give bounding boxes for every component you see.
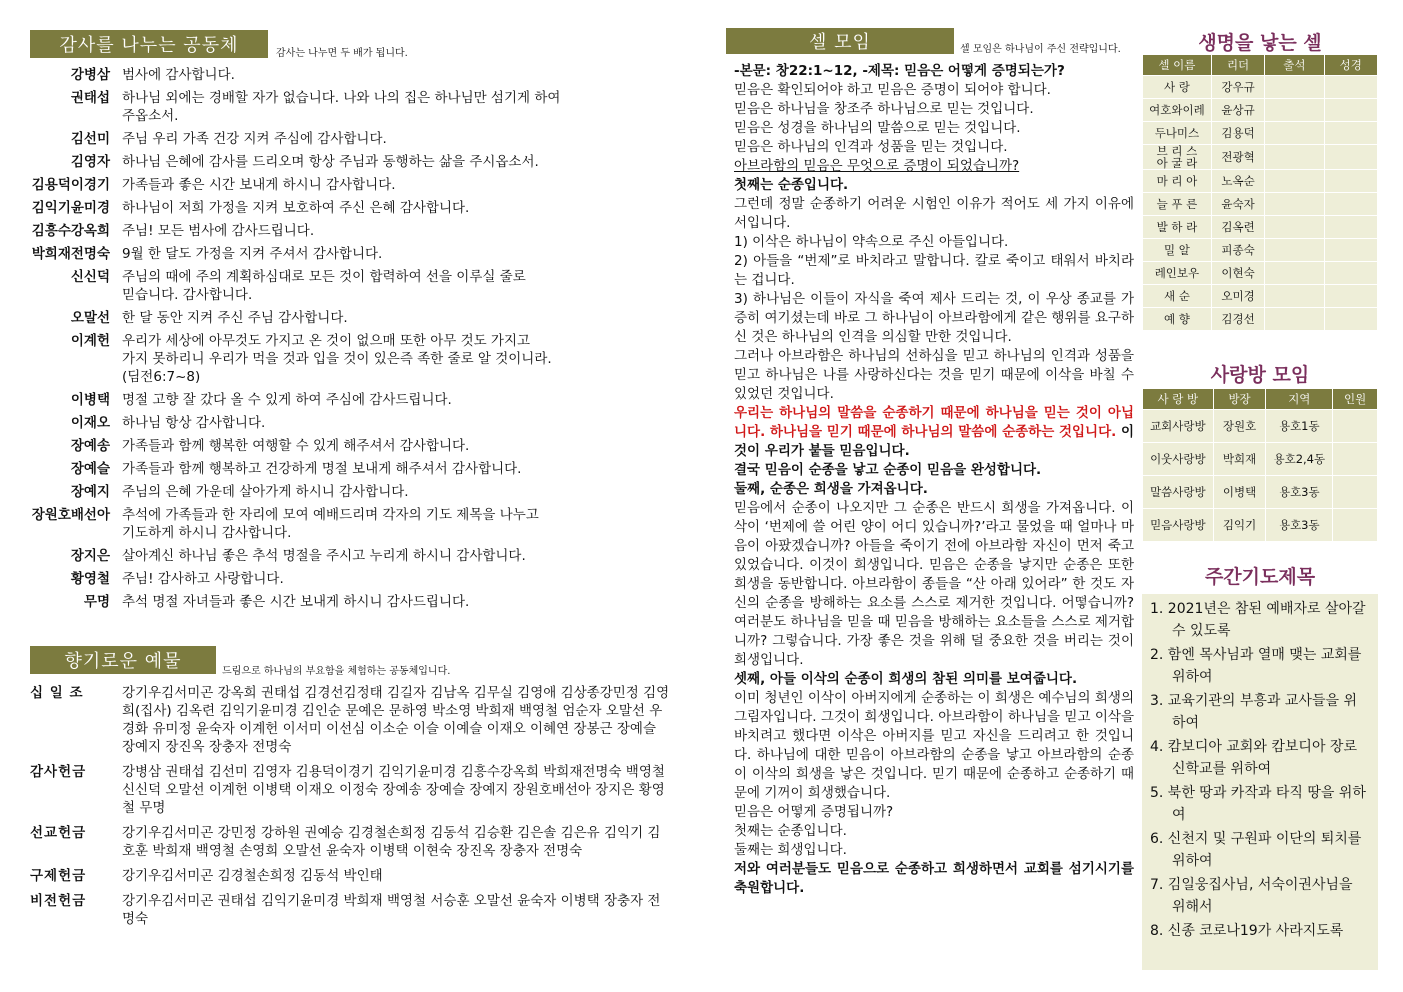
thanks-row: [28, 483, 668, 501]
thanks-row: [28, 547, 668, 565]
sermon-para: 첫째는 순종입니다.: [734, 823, 847, 839]
cells-cell: [1265, 216, 1324, 239]
sermon-point: 셋째, 아들 이삭의 순종이 희생의 참된 의미를 보여줍니다.: [734, 671, 1078, 687]
offering-label: 감사헌금: [30, 764, 87, 780]
prayer-item: 3. 교육기관의 부흥과 교사들을 위하여: [1150, 693, 1357, 731]
cells-cell: [1265, 285, 1324, 308]
thanks-name: 장예지: [70, 484, 110, 500]
thanks-name: 이계헌: [70, 333, 110, 349]
sermon-para: 믿음은 확인되어야 하고 믿음은 증명이 되어야 합니다.: [734, 82, 1051, 98]
sermon-para: 3) 하나님은 이들이 자식을 죽여 제사 드리는 것, 이 우상 종교를 가증히 여기셨는데 바로 그 하나님이 아브라함에게 같은 행위를 요구하신 것은 하나님의 인격을 의심할 만한 것입니다.: [734, 291, 1134, 345]
rooms-cell: 김익기: [1213, 509, 1266, 542]
cells-header: 성경: [1324, 55, 1377, 76]
thanks-row: [28, 414, 668, 432]
prayer-item: 1. 2021년은 참된 예배자로 살아갈 수 있도록: [1150, 601, 1366, 639]
prayer-list: [1142, 594, 1378, 970]
cells-row: [1143, 239, 1378, 262]
thanks-name: 이재오: [70, 415, 110, 431]
thanks-text: 주님! 모든 범사에 감사드립니다.: [122, 223, 315, 239]
prayer-item: 2. 함엔 목사님과 열매 맺는 교회를 위하여: [1150, 647, 1362, 685]
cells-cell: 여호와이레: [1143, 99, 1212, 122]
thanks-text: 명절 고향 잘 갔다 올 수 있게 하여 주심에 감사드립니다.: [122, 392, 452, 408]
cells-cell: 전광혁: [1211, 145, 1264, 170]
thanks-row: [28, 268, 668, 304]
offering-names: 강기우김서미곤 김경철손희정 김동석 박인태: [122, 868, 383, 884]
cells-row: [1143, 122, 1378, 145]
cells-cell: [1324, 262, 1377, 285]
sermon-para: 2) 아들을 “번제”로 바치라고 말합니다. 칼로 죽이고 태워서 바치라는 겁니다.: [734, 253, 1134, 288]
thanks-row: [28, 245, 668, 263]
thanks-text: 한 달 동안 지켜 주신 주님 감사합니다.: [122, 310, 348, 326]
offering-row: [30, 763, 670, 817]
cells-cell: 오미경: [1211, 285, 1264, 308]
offering-row: [30, 892, 670, 928]
thanks-text: 하나님 항상 감사합니다.: [122, 415, 266, 431]
offering-label: 구제헌금: [30, 868, 87, 884]
cells-cell: 사 랑: [1143, 76, 1212, 99]
thanks-row: [28, 199, 668, 217]
sermon-point: 둘째, 순종은 희생을 가져옵니다.: [734, 481, 928, 497]
thanks-note: 감사는 나누면 두 배가 됩니다.: [276, 48, 408, 59]
thanks-row: [28, 309, 668, 327]
thanks-text: 주님 우리 가족 건강 지켜 주심에 감사합니다.: [122, 131, 387, 147]
cells-cell: [1265, 76, 1324, 99]
thanks-text: 주님의 때에 주의 계획하심대로 모든 것이 합력하여 선을 이루실 줄로 믿습니다. 감사합니다.: [122, 269, 526, 303]
thanks-name: 김익기윤미경: [31, 200, 110, 216]
cells-cell: [1265, 145, 1324, 170]
cells-header: 출석: [1265, 55, 1324, 76]
thanks-name: 강병삼: [70, 67, 110, 83]
cells-cell: [1324, 308, 1377, 331]
cells-row: [1143, 193, 1378, 216]
cells-row: [1143, 76, 1378, 99]
prayer-item: 6. 신천지 및 구원파 이단의 퇴치를 위하여: [1150, 831, 1362, 869]
cells-cell: 김경선: [1211, 308, 1264, 331]
rooms-cell: 교회사랑방: [1143, 410, 1214, 443]
rooms-row: [1143, 410, 1378, 443]
thanks-row: [28, 89, 668, 125]
thanks-text: 추석 명절 자녀들과 좋은 시간 보내게 하시니 감사드립니다.: [122, 594, 470, 610]
prayer-item: 7. 김일웅집사님, 서숙이권사님을 위해서: [1150, 877, 1353, 915]
thanks-title: 감사를 나누는 공동체: [30, 30, 268, 58]
rooms-header: 지역: [1266, 389, 1333, 410]
cells-cell: 노옥순: [1211, 170, 1264, 193]
cells-cell: [1324, 170, 1377, 193]
cells-cell: [1265, 239, 1324, 262]
thanks-row: [28, 391, 668, 409]
cells-row: [1143, 170, 1378, 193]
thanks-name: 장원호배선아: [31, 507, 110, 523]
cells-table: [1142, 54, 1378, 331]
offering-names: 강기우김서미곤 강민정 강하원 권예승 김경철손희정 김동석 김승환 김은솔 김은유 김익기 김호훈 박희재 백영철 손영희 오말선 윤숙자 이병택 이현숙 장진옥 장충자 전명숙: [122, 825, 661, 859]
sermon-point: 결국 믿음이 순종을 낳고 순종이 믿음을 완성합니다.: [734, 462, 1042, 478]
cells-cell: 김용덕: [1211, 122, 1264, 145]
cells-cell: 늘 푸 른: [1143, 193, 1212, 216]
thanks-name: 김흥수강옥희: [31, 223, 110, 239]
thanks-name: 장예송: [70, 438, 110, 454]
cells-row: [1143, 285, 1378, 308]
cell-note: 셀 모임은 하나님이 주신 전략입니다.: [960, 44, 1121, 55]
thanks-name: 장예슬: [70, 461, 110, 477]
sermon-body: [734, 62, 1134, 898]
sermon-para: 믿음은 하나님을 창조주 하나님으로 믿는 것입니다.: [734, 101, 1034, 117]
cells-cell: [1265, 308, 1324, 331]
sermon-para: 그러나 아브라함은 하나님의 선하심을 믿고 하나님의 인격과 성품을 믿고 하나님은 나를 사랑하신다는 것을 믿기 때문에 이삭을 바칠 수 있었던 것입니다.: [734, 348, 1134, 402]
sermon-question: 아브라함의 믿음은 무엇으로 증명이 되었습니까?: [734, 158, 1020, 174]
thanks-text: 주님! 감사하고 사랑합니다.: [122, 571, 284, 587]
thanks-row: [28, 153, 668, 171]
rooms-cell: 이웃사랑방: [1143, 443, 1214, 476]
thanks-text: 하나님이 저희 가정을 지켜 보호하여 주신 은혜 감사합니다.: [122, 200, 470, 216]
rooms-header: 인원: [1333, 389, 1378, 410]
offering-note: 드림으로 하나님의 부요함을 체험하는 공동체입니다.: [222, 666, 451, 677]
thanks-text: 가족들과 좋은 시간 보내게 하시니 감사합니다.: [122, 177, 396, 193]
rooms-row: [1143, 509, 1378, 542]
cells-cell: 피종숙: [1211, 239, 1264, 262]
thanks-text: 주님의 은혜 가운데 살아가게 하시니 감사합니다.: [122, 484, 409, 500]
sermon-emphasis: [734, 404, 1134, 461]
cells-row: [1143, 99, 1378, 122]
thanks-row: [28, 506, 668, 542]
offering-row: [30, 824, 670, 860]
rooms-cell: [1333, 476, 1378, 509]
cells-cell: 마 리 아: [1143, 170, 1212, 193]
thanks-text: 가족들과 함께 행복한 여행할 수 있게 해주셔서 감사합니다.: [122, 438, 470, 454]
prayer-item: 5. 북한 땅과 카작과 타직 땅을 위하여: [1150, 785, 1366, 823]
cells-cell: [1265, 122, 1324, 145]
rooms-row: [1143, 476, 1378, 509]
rooms-cell: 말씀사랑방: [1143, 476, 1214, 509]
rooms-cell: 용호3동: [1266, 476, 1333, 509]
sermon-heading: -본문: 창22:1~12, -제목: 믿음은 어떻게 증명되는가?: [734, 63, 1065, 79]
offering-list: [30, 684, 670, 935]
thanks-name: 김용덕이경기: [31, 177, 110, 193]
thanks-row: [28, 66, 668, 84]
cells-cell: [1324, 122, 1377, 145]
rooms-cell: 용호1동: [1266, 410, 1333, 443]
offering-names: 강기우김서미곤 권태섭 김익기윤미경 박희재 백영철 서승훈 오말선 윤숙자 이병택 장충자 전명숙: [122, 893, 661, 927]
thanks-list: [28, 66, 668, 616]
rooms-row: [1143, 443, 1378, 476]
rooms-cell: [1333, 443, 1378, 476]
cells-cell: [1265, 262, 1324, 285]
thanks-name: 황영철: [70, 571, 110, 587]
thanks-name: 권태섭: [70, 90, 110, 106]
prayer-item: 8. 신종 코로나19가 사라지도록: [1150, 923, 1344, 939]
rooms-cell: 용호3동: [1266, 509, 1333, 542]
thanks-text: 우리가 세상에 아무것도 가지고 온 것이 없으매 또한 아무 것도 가지고 가지 못하리니 우리가 먹을 것과 입을 것이 있은즉 족한 줄로 알 것이니라. (딤전6:7~8): [122, 333, 552, 385]
cells-cell: 레인보우: [1143, 262, 1212, 285]
cells-cell: 두나미스: [1143, 122, 1212, 145]
thanks-text: 범사에 감사합니다.: [122, 67, 235, 83]
thanks-row: [28, 460, 668, 478]
sermon-para: 믿음은 하나님의 인격과 성품을 믿는 것입니다.: [734, 139, 1008, 155]
cells-cell: 김옥련: [1211, 216, 1264, 239]
cells-cell: 윤상규: [1211, 99, 1264, 122]
cells-cell: 예 향: [1143, 308, 1212, 331]
thanks-name: 오말선: [70, 310, 110, 326]
rooms-cell: [1333, 509, 1378, 542]
thanks-text: 가족들과 함께 행복하고 건강하게 명절 보내게 해주셔서 감사합니다.: [122, 461, 522, 477]
sermon-para: 1) 이삭은 하나님이 약속으로 주신 아들입니다.: [734, 234, 1009, 250]
thanks-text: 추석에 가족들과 한 자리에 모여 예배드리며 각자의 기도 제목을 나누고 기도하게 하시니 감사합니다.: [122, 507, 539, 541]
cells-row: [1143, 145, 1378, 170]
rooms-table: [1142, 388, 1378, 542]
offering-label: 십 일 조: [30, 685, 84, 701]
thanks-text: 하나님 은혜에 감사를 드리오며 항상 주님과 동행하는 삶을 주시옵소서.: [122, 154, 539, 170]
thanks-row: [28, 437, 668, 455]
rooms-cell: 용호2,4동: [1266, 443, 1333, 476]
rooms-cell: 이병택: [1213, 476, 1266, 509]
thanks-row: [28, 222, 668, 240]
sermon-para: 그런데 정말 순종하기 어려운 시험인 이유가 적어도 세 가지 이유에서입니다.: [734, 196, 1134, 231]
cells-cell: 새 순: [1143, 285, 1212, 308]
cells-cell: [1324, 193, 1377, 216]
cells-cell: [1265, 193, 1324, 216]
sermon-red-tail: 이것이 우리가 붙들 믿음입니다.: [734, 424, 1134, 459]
thanks-text: 하나님 외에는 경배할 자가 없습니다. 나와 나의 집은 하나님만 섬기게 하여 주옵소서.: [122, 90, 561, 124]
prayer-title: 주간기도제목: [1204, 566, 1316, 588]
cells-cell: [1324, 76, 1377, 99]
thanks-row: [28, 130, 668, 148]
sermon-para: 둘째는 희생입니다.: [734, 842, 847, 858]
cells-cell: [1265, 99, 1324, 122]
cells-cell: 발 하 라: [1143, 216, 1212, 239]
thanks-name: 이병택: [70, 392, 110, 408]
offering-row: [30, 684, 670, 756]
cells-cell: [1265, 170, 1324, 193]
cells-row: [1143, 308, 1378, 331]
rooms-title: 사랑방 모임: [1210, 364, 1310, 386]
offering-row: [30, 867, 670, 885]
rooms-header: 사 랑 방: [1143, 389, 1214, 410]
thanks-name: 박희재전명숙: [31, 246, 110, 262]
rooms-header: 방장: [1213, 389, 1266, 410]
offering-label: 비전헌금: [30, 893, 87, 909]
sermon-red-text: 우리는 하나님의 말씀을 순종하기 때문에 하나님을 믿는 것이 아닙니다. 하나님을 믿기 때문에 하나님의 말씀에 순종하는 것입니다.: [734, 405, 1134, 440]
thanks-text: 9월 한 달도 가정을 지켜 주셔서 감사합니다.: [122, 246, 383, 262]
thanks-text: 살아계신 하나님 좋은 추석 명절을 주시고 누리게 하시니 감사합니다.: [122, 548, 526, 564]
cells-header: 셀 이름: [1143, 55, 1212, 76]
thanks-row: [28, 570, 668, 588]
cells-row: [1143, 262, 1378, 285]
cells-cell: 브 리 스 아 굴 라: [1143, 145, 1212, 170]
cells-cell: [1324, 239, 1377, 262]
offering-label: 선교헌금: [30, 825, 87, 841]
cells-row: [1143, 216, 1378, 239]
cell-title: 셀 모임: [726, 28, 954, 54]
cells-cell: 강우규: [1211, 76, 1264, 99]
cells-cell: [1324, 99, 1377, 122]
thanks-name: 김선미: [70, 131, 110, 147]
sermon-para: 믿음에서 순종이 나오지만 그 순종은 반드시 희생을 가져옵니다. 이삭이 ‘번제에 쓸 어린 양이 어디 있습니까?’라고 물었을 때 얼마나 마음이 아팠겠습니까? 아들을 죽이기 전에 아브라함 자신이 먼저 죽고 있었습니다. 이것이 희생입니다. 믿음은 순종을 낳지만 순종은 또한 희생을 동반합니다. 아브라함이 종들을 “산 아래 있어라” 한 것도 자신의 순종을 방해하는 요소를 스스로 제거한 것입니다. 어떻습니까? 여러분도 하나님을 믿을 때 믿음을 방해하는 요소들을 스스로 제거합니까? 그렇습니다. 가장 좋은 것을 위해 덜 중요한 것을 버리는 것이 희생입니다.: [734, 500, 1134, 668]
prayer-item: 4. 캄보디아 교회와 캄보디아 장로신학교를 위하여: [1150, 739, 1357, 777]
sermon-para: 이미 청년인 이삭이 아버지에게 순종하는 이 희생은 예수님의 희생의 그림자입니다. 그것이 희생입니다. 아브라함이 하나님을 믿고 이삭을 바치려고 했다면 이삭은 아버지를 믿고 자신을 드리려고 한 것입니다. 하나님에 대한 믿음이 아브라함의 순종을 낳고 아브라함의 순종이 이삭의 희생을 낳은 것입니다. 믿기 때문에 순종하고 순종하기 때문에 기꺼이 희생했습니다.: [734, 690, 1134, 801]
sermon-point: 첫째는 순종입니다.: [734, 177, 849, 193]
sermon-closing: 저와 여러분들도 믿음으로 순종하고 희생하면서 교회를 섬기시기를 축원합니다.: [734, 861, 1134, 896]
thanks-row: [28, 332, 668, 386]
offering-names: 강병삼 권태섭 김선미 김영자 김용덕이경기 김익기윤미경 김흥수강옥희 박희재전명숙 백영철 신신덕 오말선 이계헌 이병택 이재오 이정숙 장예송 장예슬 장예지 장원호배선아 장지은 황영철 무명: [122, 764, 665, 816]
rooms-cell: 장원호: [1213, 410, 1266, 443]
rooms-cell: 박희재: [1213, 443, 1266, 476]
offering-title: 향기로운 예물: [30, 646, 216, 674]
cells-cell: 이현숙: [1211, 262, 1264, 285]
thanks-name: 신신덕: [70, 269, 110, 285]
offering-names: 강기우김서미곤 강옥희 권태섭 김경선김정태 김길자 김남옥 김무실 김영애 김상종강민정 김영희(집사) 김옥련 김익기윤미경 김인순 문예은 문하영 박소영 박희재 백영철 엄순자 오말선 우경화 유미정 윤숙자 이계헌 이서미 이선심 이소순 이슬 이예슬 이재오 이혜연 장봉근 장예슬 장예지 장진옥 장충자 전명숙: [122, 685, 670, 755]
cells-title: 생명을 낳는 셀: [1198, 32, 1322, 54]
rooms-cell: [1333, 410, 1378, 443]
cells-cell: [1324, 145, 1377, 170]
thanks-name: 무명: [83, 594, 110, 610]
thanks-name: 장지은: [70, 548, 110, 564]
cells-cell: 윤숙자: [1211, 193, 1264, 216]
rooms-cell: 믿음사랑방: [1143, 509, 1214, 542]
cells-header: 리더: [1211, 55, 1264, 76]
thanks-row: [28, 593, 668, 611]
thanks-name: 김영자: [70, 154, 110, 170]
cells-cell: 밀 알: [1143, 239, 1212, 262]
cells-cell: [1324, 216, 1377, 239]
sermon-para: 믿음은 성경을 하나님의 말씀으로 믿는 것입니다.: [734, 120, 1021, 136]
cells-cell: [1324, 285, 1377, 308]
thanks-row: [28, 176, 668, 194]
sermon-para: 믿음은 어떻게 증명됩니까?: [734, 804, 894, 820]
